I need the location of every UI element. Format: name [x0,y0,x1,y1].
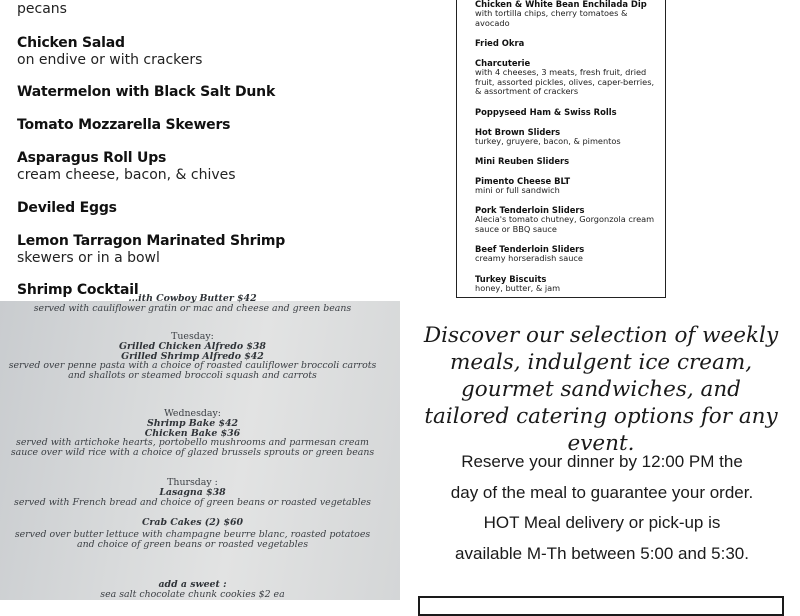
day-label: Tuesday: [171,331,214,342]
menu-line: served with artichoke hearts, portobello mushrooms and parmesan cream [16,437,369,448]
list-item [475,274,655,294]
item-description: creamy horseradish sauce [475,253,583,263]
item-description: mini or full sandwich [475,185,560,195]
list-item [17,200,117,217]
menu-line: and choice of green beans or roasted vegetables [76,539,308,550]
item-name: Mini Reuben Sliders [475,156,570,166]
item-name: Shrimp Cocktail [17,282,139,298]
menu-line: Grilled Shrimp Alfredo $42 [121,351,264,362]
item-name: Chicken & White Bean Enchilada Dip [475,0,647,9]
list-item [17,35,202,68]
menu-line: add a sweet : [158,579,227,590]
menu-line: served over butter lettuce with champagne beurre blanc, roasted potatoes [14,529,371,540]
list-item [17,233,285,266]
item-name: Beef Tenderloin Sliders [475,244,585,254]
menu-line: served over penne pasta with a choice of roasted cauliflower broccoli carrots [8,360,377,371]
order-form-box [418,596,784,616]
list-item [475,176,655,196]
item-description: with tortilla chips, cherry tomatoes & avocado [475,8,628,28]
item-name: Turkey Biscuits [475,274,547,284]
list-item [475,127,655,147]
menu-line: Shrimp Bake $42 [146,418,239,429]
promo-headline: Discover our selection of weekly meals, indulgent ice cream, gourmet sandwiches, and tailored catering options for any event. [423,323,779,456]
list-item [475,205,655,234]
menu-line: sea salt chocolate chunk cookies $2 ea [100,589,285,600]
item-name: Fried Okra [475,38,525,48]
item-name: Pork Tenderloin Sliders [475,205,585,215]
promo-line: HOT Meal delivery or pick-up is [483,513,721,532]
item-description: turkey, gruyere, bacon, & pimentos [475,136,621,146]
menu-line: sauce over wild rice with a choice of glazed brussels sprouts or green beans [10,447,375,458]
item-name: Pimento Cheese BLT [475,176,571,186]
list-item [475,38,655,48]
item-description: pecans [17,1,67,17]
list-item [475,156,655,166]
item-name: Chicken Salad [17,35,125,51]
item-name: Hot Brown Sliders [475,127,561,137]
weekly-meals-photo [0,293,400,600]
item-name: Watermelon with Black Salt Dunk [17,84,276,100]
menu-line: and shallots or steamed broccoli squash and carrots [68,370,317,381]
item-description: with 4 cheeses, 3 meats, fresh fruit, dried fruit, assorted pickles, olives, caper-berries, & assortment of crackers [475,67,655,97]
promo-line: day of the meal to guarantee your order. [450,482,754,502]
promo-body [422,447,782,569]
item-name: Charcuterie [475,58,531,68]
menu-line: Crab Cakes (2) $60 [141,517,244,528]
list-item [17,150,236,183]
item-name: Tomato Mozzarella Skewers [17,117,231,133]
item-description: on endive or with crackers [17,52,203,68]
menu-line: Chicken Bake $36 [144,428,241,439]
appetizer-menu-list [0,0,400,302]
promo-line: Reserve your dinner by 12:00 PM the [461,452,743,471]
item-name: Lemon Tarragon Marinated Shrimp [17,233,286,249]
list-item [17,117,230,134]
menu-line: ...ith Cowboy Butter $42 [128,293,257,304]
item-description: honey, butter, & jam [475,283,561,293]
menu-line: Lasagna $38 [159,487,226,498]
promo-panel [400,300,800,600]
list-item [475,0,655,28]
day-label: Thursday : [167,477,218,488]
menu-line: served with French bread and choice of green beans or roasted vegetables [14,497,371,508]
printed-menu-panel [400,0,800,300]
day-label: Wednesday: [164,408,221,419]
item-name: Poppyseed Ham & Swiss Rolls [475,107,617,117]
list-item [475,58,655,97]
item-name: Deviled Eggs [17,200,117,216]
menu-card [456,0,666,298]
item-name: Asparagus Roll Ups [17,150,167,166]
item-description: cream cheese, bacon, & chives [17,167,236,183]
list-item [17,84,275,101]
list-item [475,244,655,264]
menu-line: served with cauliflower gratin or mac and cheese and green beans [33,303,352,314]
list-item [17,1,67,17]
menu-line: Grilled Chicken Alfredo $38 [119,341,266,352]
item-description: skewers or in a bowl [17,250,160,266]
promo-line: available M-Th between 5:00 and 5:30. [455,543,749,563]
item-description: Alecia's tomato chutney, Gorgonzola cream sauce or BBQ sauce [475,214,655,234]
list-item [475,107,655,117]
